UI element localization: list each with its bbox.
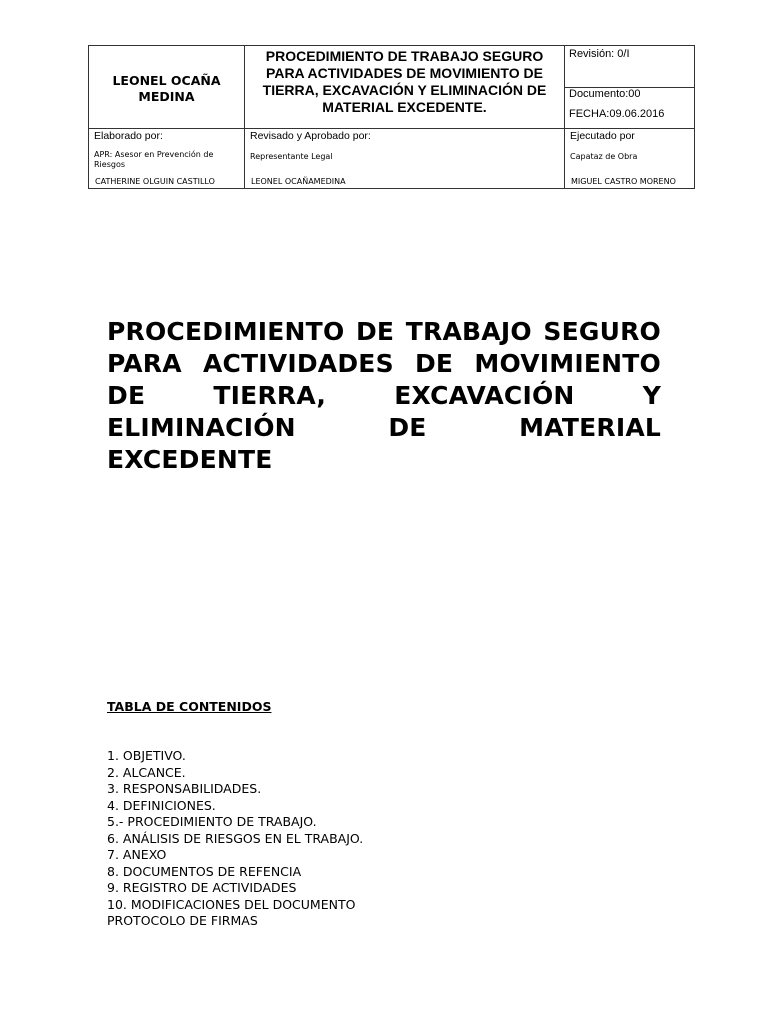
documento-text: Documento:00	[569, 88, 641, 100]
toc-item: PROTOCOLO DE FIRMAS	[107, 913, 258, 928]
toc-item: 8. DOCUMENTOS DE REFENCIA	[107, 863, 302, 879]
main-title: PROCEDIMIENTO DE TRABAJO SEGURO PARA ACTIVIDADES DE MOVIMIENTO DE TIERRA, EXCAVACIÓN Y ELIMINACIÓN DE MATERIAL EXCEDENTE	[107, 317, 661, 474]
toc-item: 6. ANÁLISIS DE RIESGOS EN EL TRABAJO.	[107, 830, 364, 846]
revision-cell	[565, 46, 695, 88]
role-elaborado	[89, 129, 245, 189]
header-table	[88, 45, 695, 189]
toc-item: 3. RESPONSABILIDADES.	[107, 781, 262, 796]
toc-item: 1. OBJETIVO.	[107, 748, 186, 763]
document-header	[88, 45, 695, 188]
toc-item: 7. ANEXO	[107, 847, 167, 862]
role-label: Elaborado por:	[94, 130, 163, 142]
role-name: LEONEL OCAÑAMEDINA	[251, 177, 346, 186]
toc-item: 5.- PROCEDIMIENTO DE TRABAJO.	[107, 814, 317, 829]
toc-item: 10. MODIFICACIONES DEL DOCUMENTO	[107, 896, 356, 912]
toc-item: 2. ALCANCE.	[107, 764, 186, 780]
role-detail: Capataz de Obra	[570, 152, 638, 161]
role-detail: Representante Legal	[250, 152, 333, 161]
role-name: MIGUEL CASTRO MORENO	[571, 177, 676, 186]
role-revisado	[245, 129, 565, 189]
toc-heading: TABLA DE CONTENIDOS	[107, 699, 272, 714]
header-title: PROCEDIMIENTO DE TRABAJO SEGURO PARA ACTIVIDADES DE MOVIMIENTO DE TIERRA, EXCAVACIÓN Y ELIMINACIÓN DE MATERIAL EXCEDENTE.	[245, 46, 565, 129]
role-ejecutado	[565, 129, 695, 189]
document-cell	[565, 88, 695, 129]
role-label: Ejecutado por	[570, 130, 635, 142]
fecha-text: FECHA:09.06.2016	[569, 108, 665, 120]
toc-list	[107, 748, 363, 930]
revision-text: Revisión: 0/I	[569, 48, 630, 60]
company-name: LEONEL OCAÑA MEDINA	[89, 46, 245, 129]
toc-item: 9. REGISTRO DE ACTIVIDADES	[107, 880, 297, 895]
role-detail: APR: Asesor en Prevención de Riesgos	[94, 150, 214, 169]
role-name: CATHERINE OLGUIN CASTILLO	[95, 177, 215, 186]
role-label: Revisado y Aprobado por:	[250, 130, 371, 142]
toc-item: 4. DEFINICIONES.	[107, 797, 216, 813]
